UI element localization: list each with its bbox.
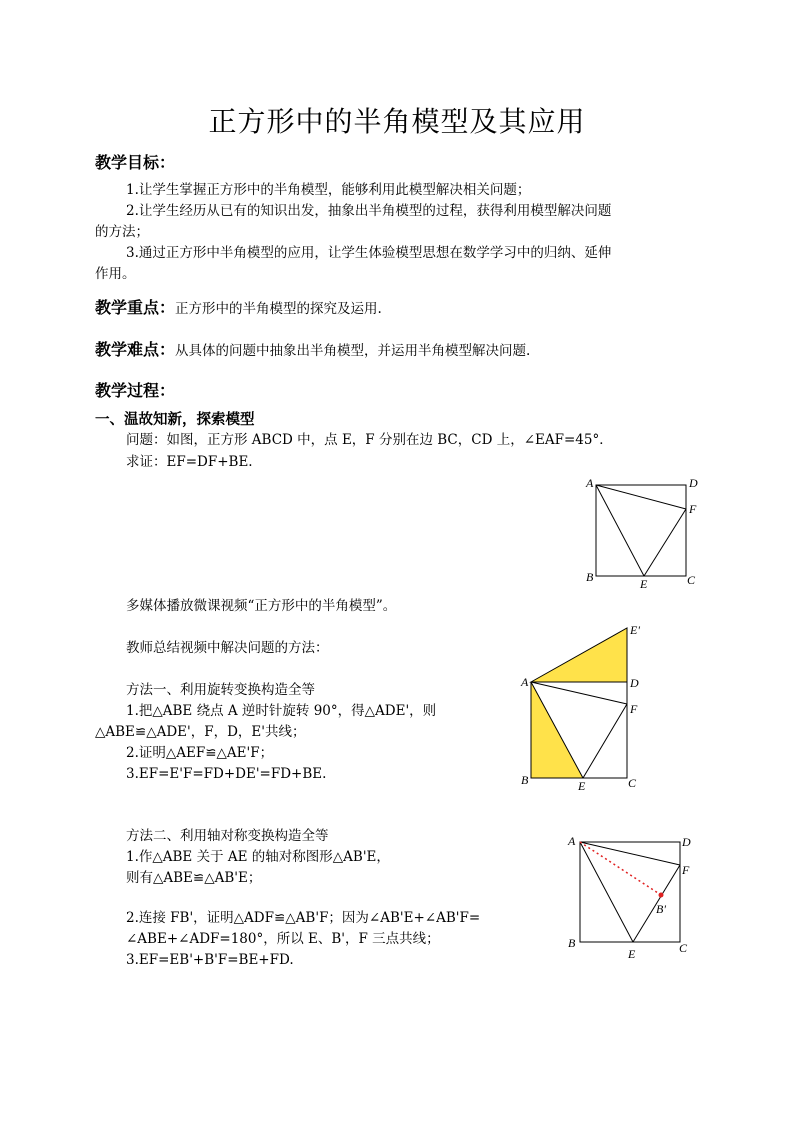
segment-af — [531, 682, 627, 704]
video-text: 多媒体播放微课视频“正方形中的半角模型”。 — [126, 598, 397, 614]
method2-step1-line1: 1.作△ABE 关于 AE 的轴对称图形△AB'E， — [126, 849, 390, 865]
objective-3-line2: 作用。 — [95, 266, 136, 282]
method1-step1-line2: △ABE≌△ADE'，F，D，E'共线； — [95, 724, 306, 740]
page-title: 正方形中的半角模型及其应用 — [208, 105, 586, 138]
objective-2-line1: 2.让学生经历从已有的知识出发，抽象出半角模型的过程，获得利用模型解决问题 — [126, 203, 612, 219]
method1-step2: 2.证明△AEF≌△AE'F； — [126, 745, 274, 761]
key-point — [95, 295, 382, 319]
label-d: D — [630, 676, 639, 690]
difficulty-text: 从具体的问题中抽象出半角模型，并运用半角模型解决问题. — [175, 343, 531, 359]
label-f: F — [630, 702, 638, 716]
label-f: F — [682, 863, 690, 877]
label-b: B — [586, 570, 594, 584]
figure-reflection-method — [565, 830, 705, 965]
method1-step3: 3.EF=E'F=FD+DE'=FD+BE. — [126, 766, 327, 782]
dotted-ab-prime — [580, 842, 661, 895]
objective-3-line1: 3.通过正方形中半角模型的应用，让学生体验模型思想在数学学习中的归纳、延伸 — [126, 245, 612, 261]
method1-title: 方法一、利用旋转变换构造全等 — [126, 682, 315, 698]
label-c: C — [628, 776, 637, 790]
label-a: A — [586, 476, 594, 490]
label-e: E — [640, 577, 648, 591]
objective-2-line2: 的方法； — [95, 224, 149, 240]
method2-step3: 3.EF=EB'+B'F=BE+FD. — [126, 952, 294, 968]
difficulty-label: 教学难点： — [95, 340, 176, 359]
problem-text: 问题：如图，正方形 ABCD 中，点 E，F 分别在边 BC，CD 上，∠EAF=45°． — [126, 432, 613, 448]
triangle-abe — [531, 682, 583, 778]
key-point-text: 正方形中的半角模型的探究及运用. — [175, 301, 382, 317]
objectives-heading: 教学目标： — [95, 153, 176, 172]
segment-ef — [644, 509, 686, 576]
method2-step2-line2: ∠ABE+∠ADF=180°，所以 E、B'，F 三点共线； — [126, 931, 440, 947]
label-e: E — [628, 947, 636, 961]
segment-af — [580, 842, 680, 865]
label-c: C — [679, 941, 688, 955]
method2-title: 方法二、利用轴对称变换构造全等 — [126, 828, 329, 844]
method2-step1-line2: 则有△ABE≌△AB'E； — [126, 870, 262, 886]
segment-ae — [596, 485, 644, 576]
label-a: A — [568, 834, 576, 848]
square-abcd — [580, 842, 680, 942]
objective-1: 1.让学生掌握正方形中的半角模型，能够利用此模型解决相关问题； — [126, 182, 531, 198]
method2-step2-line1: 2.连接 FB'，证明△ADF≌△AB'F；因为∠AB'E+∠AB'F= — [126, 910, 481, 926]
label-b: B — [568, 936, 576, 950]
label-d: D — [689, 476, 698, 490]
section-1-heading: 一、温故知新，探索模型 — [95, 412, 255, 428]
label-b-prime: B' — [656, 902, 666, 916]
label-e-prime: E' — [630, 623, 640, 637]
label-b: B — [521, 773, 529, 787]
triangle-ade-prime — [531, 628, 627, 682]
segment-ae — [580, 842, 633, 942]
label-a: A — [521, 675, 529, 689]
label-f: F — [689, 502, 697, 516]
label-e: E — [578, 779, 586, 793]
figure-rotation-method — [515, 620, 655, 795]
segment-af — [596, 485, 686, 509]
label-d: D — [682, 835, 691, 849]
prove-text: 求证：EF=DF+BE. — [126, 454, 253, 470]
summary-text: 教师总结视频中解决问题的方法： — [126, 640, 329, 656]
method1-step1-line1: 1.把△ABE 绕点 A 逆时针旋转 90°，得△ADE'，则 — [126, 703, 437, 719]
segment-ef — [583, 704, 627, 778]
point-b-prime — [659, 893, 664, 898]
process-heading: 教学过程： — [95, 381, 176, 400]
figure-square-half-angle — [580, 470, 700, 595]
key-point-label: 教学重点： — [95, 298, 176, 317]
label-c: C — [687, 573, 696, 587]
difficulty — [95, 337, 530, 361]
